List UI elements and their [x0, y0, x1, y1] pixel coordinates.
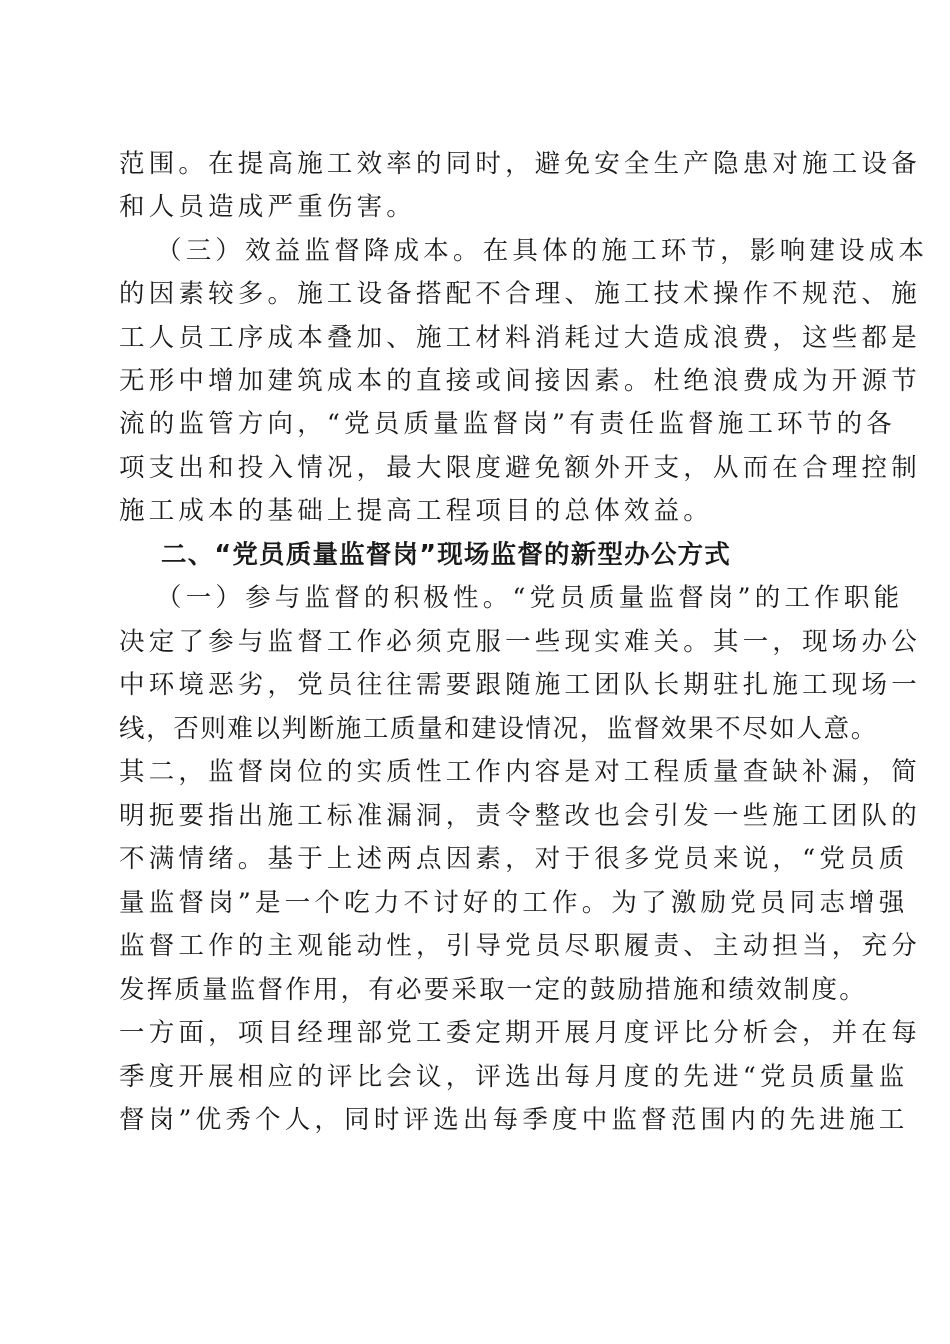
- text-line: 的因素较多。施工设备搭配不合理、施工技术操作不规范、施: [119, 279, 921, 309]
- section-heading: 二、“党员质量监督岗”现场监督的新型办公方式: [161, 540, 731, 570]
- text-line: 工人员工序成本叠加、施工材料消耗过大造成浪费，这些都是: [119, 323, 921, 353]
- text-line: 其二，监督岗位的实质性工作内容是对工程质量查缺补漏，简: [119, 757, 921, 787]
- text-line: 发挥质量监督作用，有必要采取一定的鼓励措施和绩效制度。: [119, 975, 867, 1005]
- text-line: 一方面，项目经理部党工委定期开展月度评比分析会，并在每: [119, 1018, 921, 1048]
- text-line: 流的监管方向，“党员质量监督岗”有责任监督施工环节的各: [119, 409, 896, 439]
- text-line: 季度开展相应的评比会议，评选出每月度的先进“党员质量监: [119, 1062, 909, 1092]
- section-subheading: （一）参与监督的积极性。“党员质量监督岗”的工作职能: [156, 583, 904, 613]
- text-line: 和人员造成严重伤害。: [119, 192, 417, 222]
- text-line: 明扼要指出施工标准漏洞，责令整改也会引发一些施工团队的: [119, 801, 921, 831]
- text-line: 中环境恶劣，党员往往需要跟随施工团队长期驻扎施工现场一: [119, 670, 921, 700]
- text-line: 项支出和投入情况，最大限度避免额外开支，从而在合理控制: [119, 453, 921, 483]
- text-line: 督岗”优秀个人，同时评选出每季度中监督范围内的先进施工: [119, 1105, 909, 1135]
- text-line: 不满情绪。基于上述两点因素，对于很多党员来说，“党员质: [119, 844, 909, 874]
- text-line: 决定了参与监督工作必须克服一些现实难关。其一，现场办公: [119, 627, 921, 657]
- section-subheading: （三）效益监督降成本。在具体的施工环节，影响建设成本: [156, 236, 929, 266]
- text-line: 无形中增加建筑成本的直接或间接因素。杜绝浪费成为开源节: [119, 366, 921, 396]
- text-line: 范围。在提高施工效率的同时，避免安全生产隐患对施工设备: [119, 149, 921, 179]
- text-line: 监督工作的主观能动性，引导党员尽职履责、主动担当，充分: [119, 931, 921, 961]
- text-line: 线，否则难以判断施工质量和建设情况，监督效果不尽如人意。: [119, 714, 878, 744]
- text-line: 施工成本的基础上提高工程项目的总体效益。: [119, 496, 714, 526]
- text-line: 量监督岗”是一个吃力不讨好的工作。为了激励党员同志增强: [119, 888, 909, 918]
